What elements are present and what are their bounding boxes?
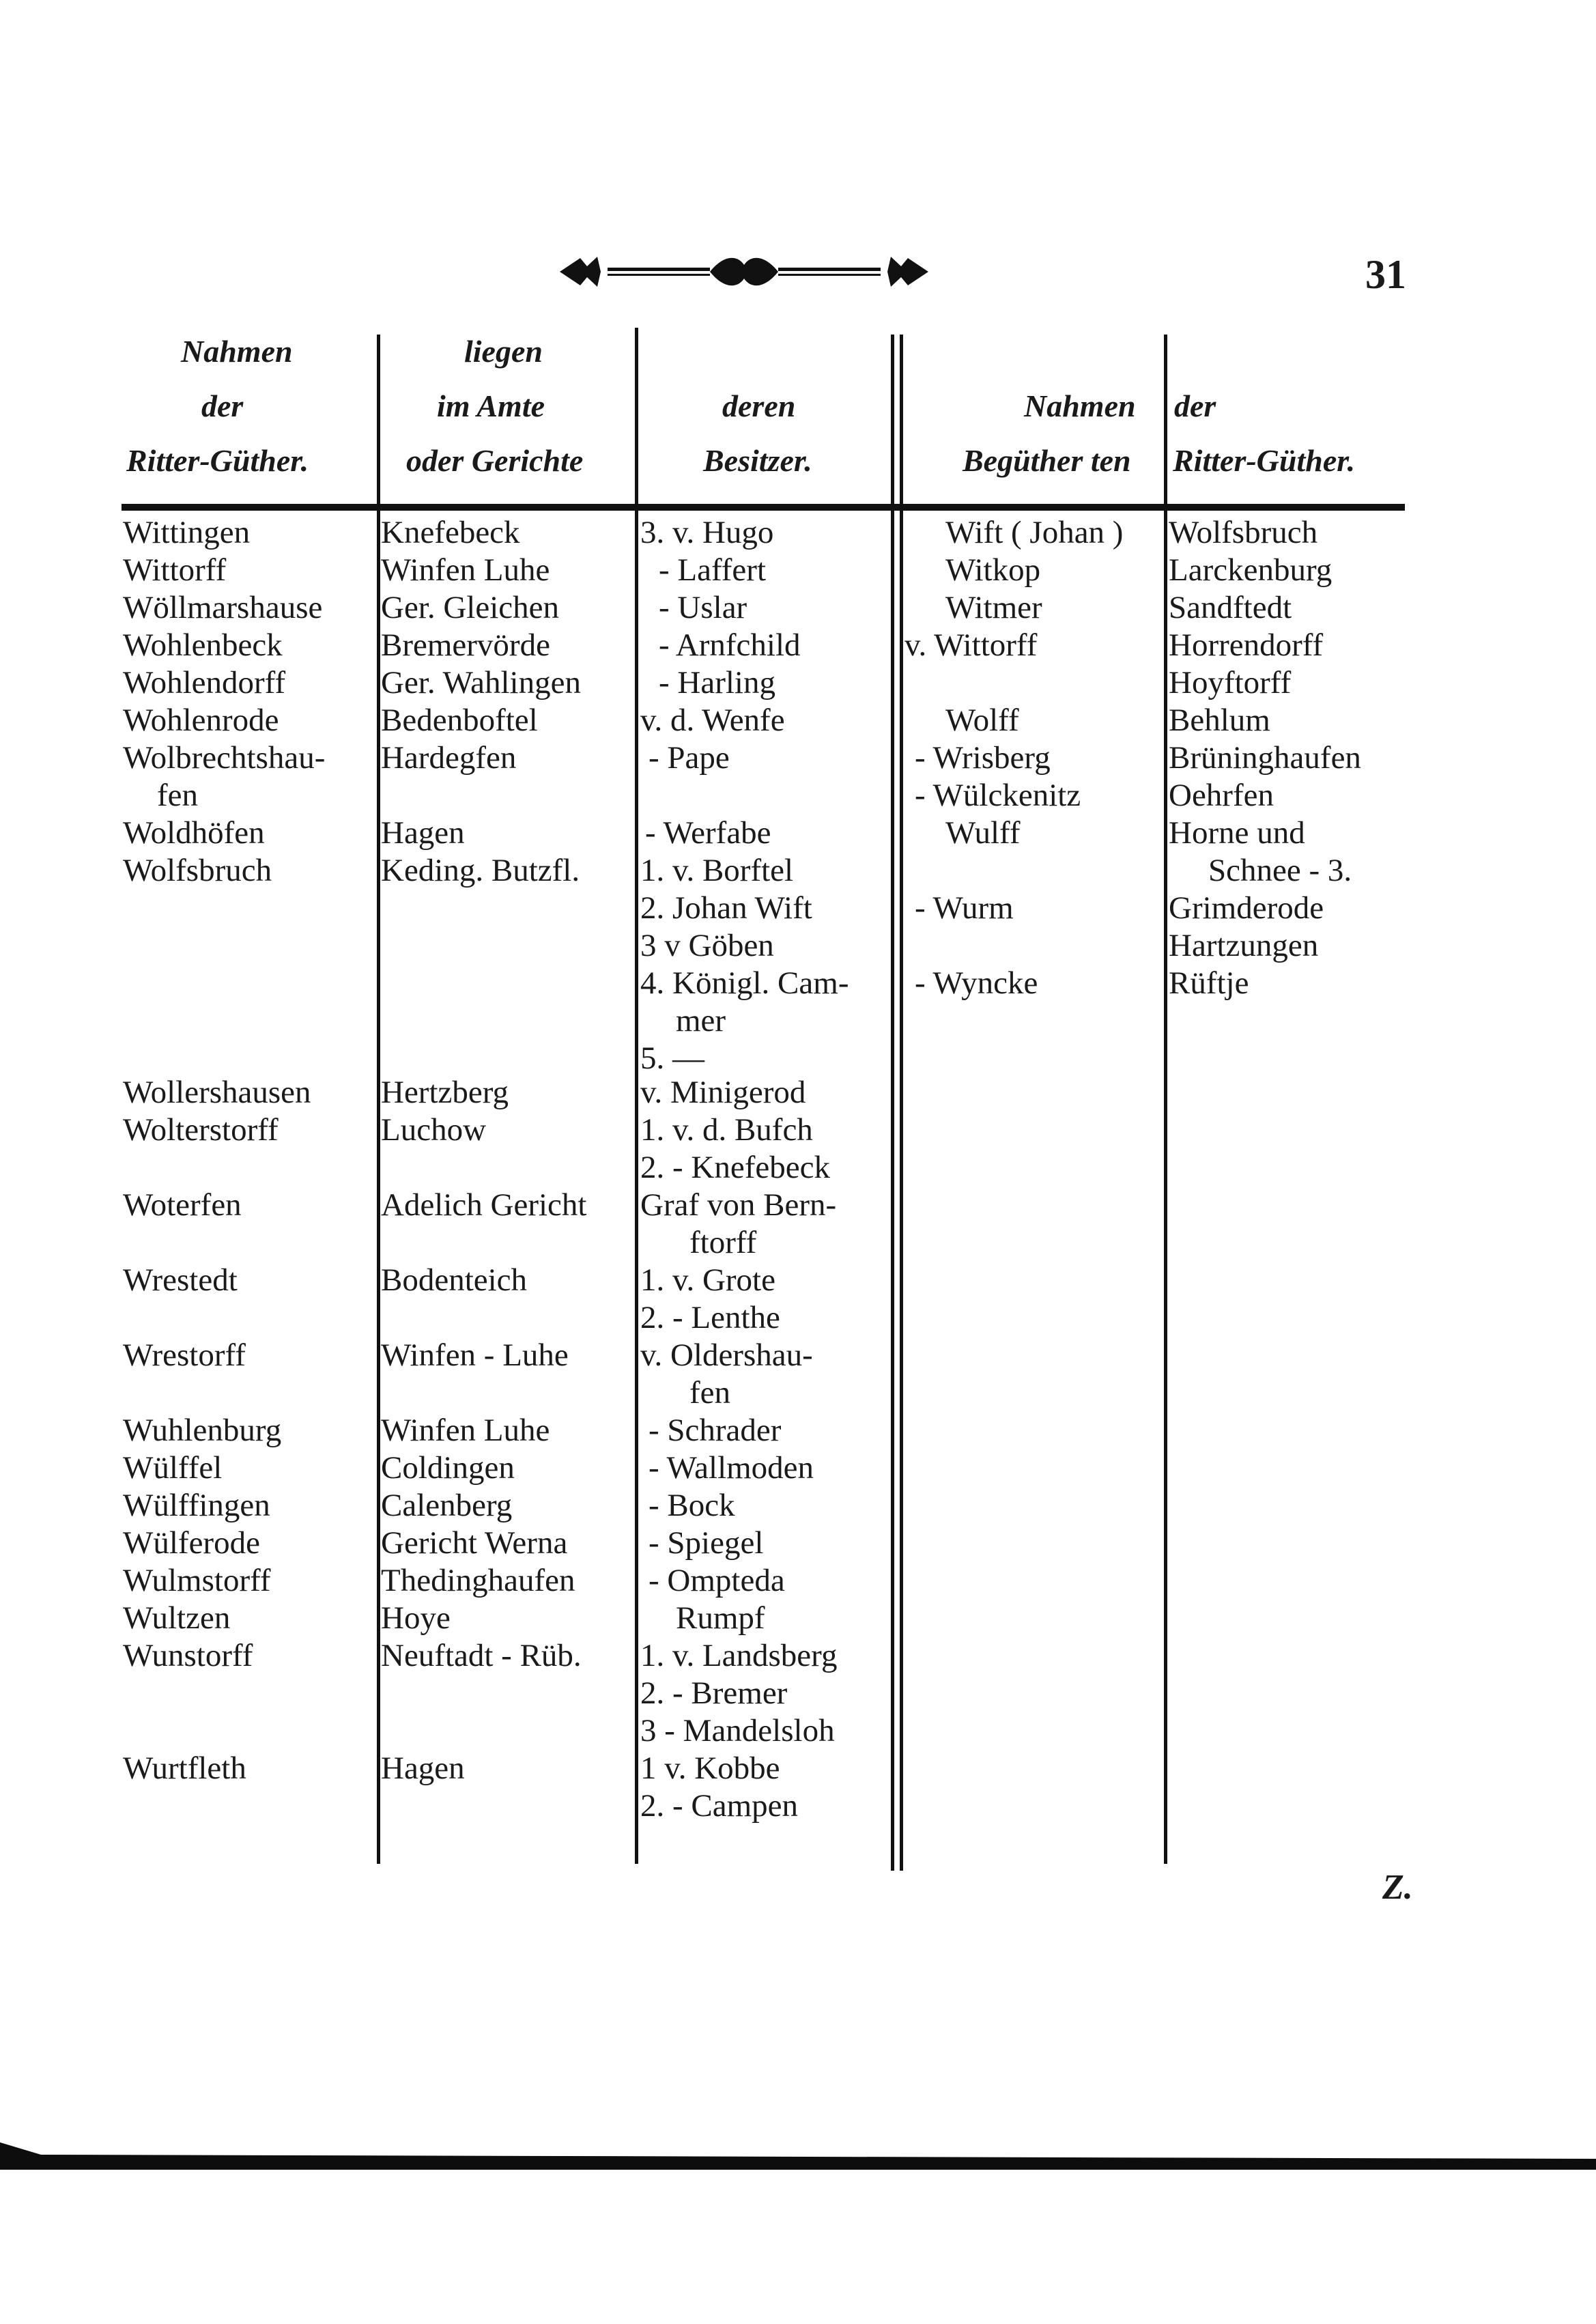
list-item: fen bbox=[689, 1375, 731, 1411]
column-rule-3a bbox=[891, 335, 894, 1871]
list-item: Luchow bbox=[381, 1112, 487, 1148]
list-item: fen bbox=[157, 778, 199, 813]
list-item: Wolterstorff bbox=[123, 1112, 279, 1148]
list-item: Wülffel bbox=[123, 1450, 223, 1486]
list-item: Hoyftorff bbox=[1169, 665, 1292, 700]
list-item: 3 v Göben bbox=[640, 928, 774, 963]
list-item: Horrendorff bbox=[1169, 627, 1324, 663]
list-item: v. Minigerod bbox=[640, 1075, 806, 1110]
list-item: Wuhlenburg bbox=[123, 1413, 282, 1448]
list-item: Larckenburg bbox=[1169, 552, 1333, 588]
list-item: Wift ( Johan ) bbox=[945, 515, 1124, 550]
list-item: Neuftadt - Rüb. bbox=[381, 1638, 582, 1673]
column-rule-4 bbox=[1164, 335, 1167, 1864]
list-item: - Wallmoden bbox=[649, 1450, 814, 1486]
list-item: 1. v. d. Bufch bbox=[640, 1112, 813, 1148]
list-item: 1. v. Landsberg bbox=[640, 1638, 838, 1673]
list-item: Hartzungen bbox=[1169, 928, 1319, 963]
list-item: Wulmstorff bbox=[123, 1563, 271, 1598]
list-item: - Uslar bbox=[659, 590, 747, 625]
list-item: Knefebeck bbox=[381, 515, 520, 550]
list-item: v. d. Wenfe bbox=[640, 703, 785, 738]
list-item: Bedenboftel bbox=[381, 703, 538, 738]
list-item: Wolbrechtshau- bbox=[123, 740, 326, 776]
list-item: 2. - Campen bbox=[640, 1788, 799, 1824]
column-rule-2 bbox=[635, 328, 638, 1864]
list-item: Wittorff bbox=[123, 552, 227, 588]
list-item: Rumpf bbox=[676, 1600, 765, 1636]
list-item: Ger. Wahlingen bbox=[381, 665, 581, 700]
list-item: - Spiegel bbox=[649, 1525, 764, 1561]
list-item: 1. v. Grote bbox=[640, 1262, 775, 1298]
header-col2-line1: liegen bbox=[464, 334, 543, 369]
list-item: Coldingen bbox=[381, 1450, 515, 1486]
list-item: Hardegfen bbox=[381, 740, 517, 776]
list-item: mer bbox=[676, 1003, 726, 1038]
ornament-icon bbox=[560, 251, 928, 292]
list-item: Wittingen bbox=[123, 515, 251, 550]
list-item: Calenberg bbox=[381, 1488, 513, 1523]
list-item: 5. — bbox=[640, 1040, 704, 1076]
list-item: Woterfen bbox=[123, 1187, 242, 1223]
page-number: 31 bbox=[1365, 252, 1406, 297]
list-item: Wulff bbox=[945, 815, 1021, 851]
list-item: Hagen bbox=[381, 1751, 465, 1786]
list-item: Wunstorff bbox=[123, 1638, 253, 1673]
list-item: Adelich Gericht bbox=[381, 1187, 587, 1223]
list-item: Wolfsbruch bbox=[123, 853, 272, 888]
list-item: Winfen Luhe bbox=[381, 552, 550, 588]
list-item: - Wurm bbox=[915, 890, 1014, 926]
header-col1-line2: der bbox=[201, 388, 244, 423]
column-rule-3b bbox=[900, 335, 903, 1871]
header-col2-line3: oder Gerichte bbox=[406, 443, 584, 478]
list-item: Hertzberg bbox=[381, 1075, 509, 1110]
list-item: Wülferode bbox=[123, 1525, 260, 1561]
header-col4-line2: Begüther ten bbox=[963, 443, 1131, 478]
list-item: Behlum bbox=[1169, 703, 1270, 738]
list-item: 1. v. Borftel bbox=[640, 853, 794, 888]
list-item: Wolfsbruch bbox=[1169, 515, 1318, 550]
list-item: - Laffert bbox=[659, 552, 766, 588]
list-item: Winfen - Luhe bbox=[381, 1337, 569, 1373]
list-item: 3 - Mandelsloh bbox=[640, 1713, 835, 1748]
list-item: Graf von Bern- bbox=[640, 1187, 837, 1223]
header-rule bbox=[122, 504, 1405, 511]
header-col5-line2: Ritter-Güther. bbox=[1173, 443, 1356, 478]
list-item: - Werfabe bbox=[645, 815, 771, 851]
list-item: Witmer bbox=[945, 590, 1042, 625]
list-item: - Ompteda bbox=[649, 1563, 785, 1598]
list-item: - Bock bbox=[649, 1488, 735, 1523]
list-item: 3. v. Hugo bbox=[640, 515, 774, 550]
header-col2-line2: im Amte bbox=[437, 388, 545, 423]
list-item: Wrestedt bbox=[123, 1262, 238, 1298]
list-item: Grimderode bbox=[1169, 890, 1324, 926]
list-item: 2. Johan Wift bbox=[640, 890, 812, 926]
list-item: Wöllmarshause bbox=[123, 590, 323, 625]
list-item: Keding. Butzfl. bbox=[381, 853, 580, 888]
list-item: - Harling bbox=[659, 665, 775, 700]
list-item: ftorff bbox=[689, 1225, 757, 1260]
list-item: - Arnfchild bbox=[659, 627, 801, 663]
list-item: v. Oldershau- bbox=[640, 1337, 813, 1373]
list-item: Bodenteich bbox=[381, 1262, 528, 1298]
list-item: Oehrfen bbox=[1169, 778, 1274, 813]
list-item: - Pape bbox=[649, 740, 730, 776]
list-item: Wurtfleth bbox=[123, 1751, 246, 1786]
page-edge-shadow bbox=[0, 2142, 1596, 2170]
list-item: Wohlendorff bbox=[123, 665, 286, 700]
list-item: Horne und bbox=[1169, 815, 1305, 851]
list-item: - Wrisberg bbox=[915, 740, 1051, 776]
list-item: Rüftje bbox=[1169, 965, 1249, 1001]
list-item: Sandftedt bbox=[1169, 590, 1292, 625]
list-item: Hoye bbox=[381, 1600, 451, 1636]
list-item: Wolff bbox=[945, 703, 1019, 738]
list-item: Brüninghaufen bbox=[1169, 740, 1361, 776]
list-item: 1 v. Kobbe bbox=[640, 1751, 780, 1786]
column-rule-1 bbox=[377, 335, 380, 1864]
list-item: - Wülckenitz bbox=[915, 778, 1081, 813]
list-item: Wollershausen bbox=[123, 1075, 311, 1110]
list-item: Gericht Werna bbox=[381, 1525, 568, 1561]
list-item: Ger. Gleichen bbox=[381, 590, 560, 625]
list-item: Hagen bbox=[381, 815, 465, 851]
header-col5-line1: der bbox=[1174, 388, 1216, 423]
list-item: Wultzen bbox=[123, 1600, 231, 1636]
list-item: Winfen Luhe bbox=[381, 1413, 550, 1448]
list-item: - Schrader bbox=[649, 1413, 782, 1448]
list-item: Wohlenrode bbox=[123, 703, 279, 738]
list-item: v. Wittorff bbox=[904, 627, 1038, 663]
header-col1-line3: Ritter-Güther. bbox=[126, 443, 309, 478]
list-item: Witkop bbox=[945, 552, 1041, 588]
list-item: Wülffingen bbox=[123, 1488, 270, 1523]
list-item: 4. Königl. Cam- bbox=[640, 965, 849, 1001]
list-item: 2. - Bremer bbox=[640, 1675, 788, 1711]
list-item: Bremervörde bbox=[381, 627, 550, 663]
list-item: Schnee - 3. bbox=[1208, 853, 1352, 888]
list-item: 2. - Knefebeck bbox=[640, 1150, 830, 1185]
header-col3-line1: deren bbox=[722, 388, 796, 423]
list-item: 2. - Lenthe bbox=[640, 1300, 780, 1335]
list-item: - Wyncke bbox=[915, 965, 1038, 1001]
list-item: Wohlenbeck bbox=[123, 627, 283, 663]
header-col3-line2: Besitzer. bbox=[703, 443, 812, 478]
list-item: Woldhöfen bbox=[123, 815, 265, 851]
list-item: Thedinghaufen bbox=[381, 1563, 575, 1598]
header-col4-line1: Nahmen bbox=[1024, 388, 1136, 423]
list-item: Wrestorff bbox=[123, 1337, 246, 1373]
signature-mark: Z. bbox=[1382, 1868, 1413, 1907]
header-col1-line1: Nahmen bbox=[181, 334, 293, 369]
